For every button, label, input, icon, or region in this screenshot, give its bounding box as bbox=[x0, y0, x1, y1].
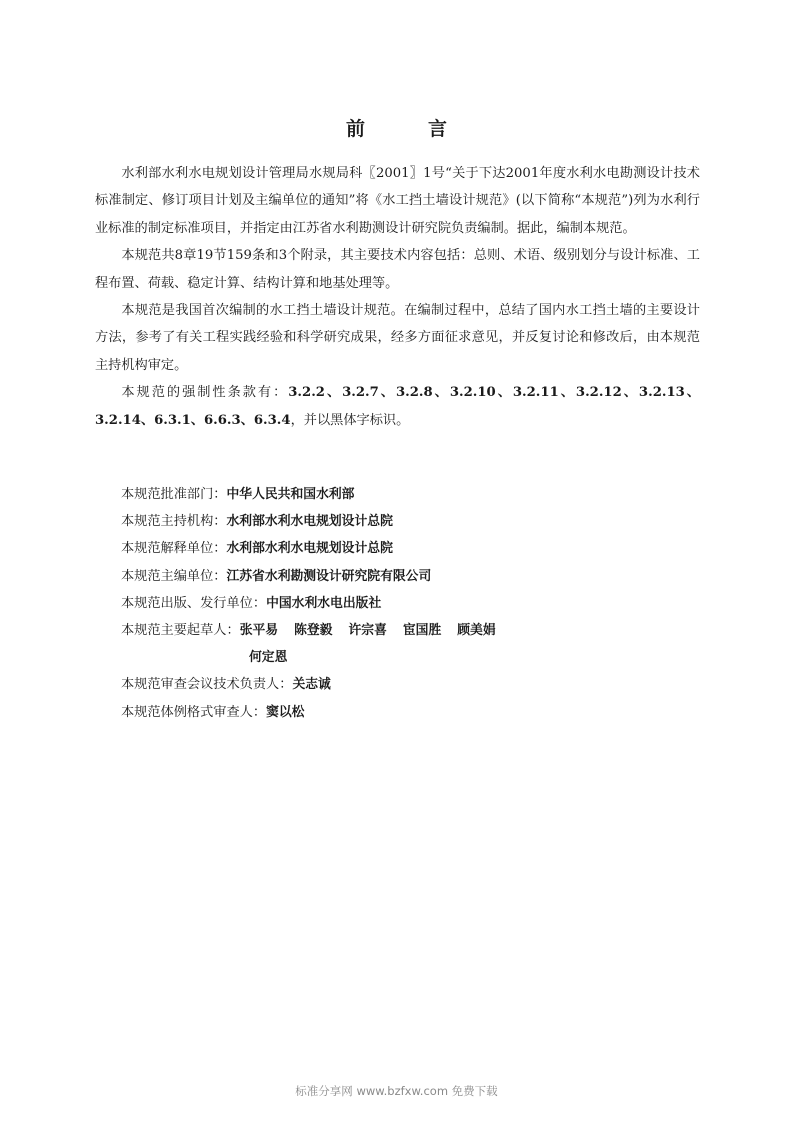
host-value: 水利部水利水电规划设计总院 bbox=[226, 514, 393, 530]
mandatory-clauses-list: 3.2.2、3.2.7、3.2.8、3.2.10、3.2.11、3.2.12、3.2.13、3.2.14、6.3.1、6.6.3、6.3.4 bbox=[95, 385, 700, 428]
info-row-interpret bbox=[121, 535, 701, 562]
info-row-approve bbox=[121, 481, 701, 508]
info-row-drafters-continued bbox=[121, 644, 701, 671]
review-tech-label: 本规范审查会议技术负责人： bbox=[121, 677, 293, 693]
drafter-name: 陈登毅 bbox=[294, 623, 333, 639]
paragraph-1: 水利部水利水电规划设计管理局水规局科〖2001〗1号“关于下达2001年度水利水电勘测设计技术标准制定、修订项目计划及主编单位的通知”将《水工挡土墙设计规范》(以下简称“本规范”)列为水利行业标准的制定标准项目，并指定由江苏省水利勘测设计研究院负责编制。据此，编制本规范。 bbox=[95, 166, 700, 236]
drafter-name: 张平易 bbox=[239, 623, 279, 639]
drafter-name: 顾美娟 bbox=[457, 623, 496, 639]
publisher-label: 本规范出版、发行单位： bbox=[121, 595, 267, 611]
interpret-label: 本规范解释单位： bbox=[121, 541, 227, 557]
drafter-name: 许宗喜 bbox=[348, 623, 387, 639]
publisher-value: 中国水利水电出版社 bbox=[266, 595, 382, 611]
approve-label: 本规范批准部门： bbox=[121, 487, 227, 502]
paragraph-3: 本规范是我国首次编制的水工挡土墙设计规范。在编制过程中，总结了国内水工挡土墙的主要设计方法，参考了有关工程实践经验和科学研究成果，经多方面征求意见，并反复讨论和修改后，由本规范主持机构审定。 bbox=[95, 303, 700, 373]
page-title: 前 言 bbox=[345, 118, 469, 140]
editor-value: 江苏省水利勘测设计研究院有限公司 bbox=[226, 568, 432, 584]
footer-watermark: 标准分享网 www.bzfxw.com 免费下载 bbox=[295, 1084, 498, 1098]
info-row-publisher bbox=[121, 590, 701, 617]
format-review-label: 本规范体例格式审查人： bbox=[121, 704, 267, 720]
drafter-name: 何定恩 bbox=[249, 650, 288, 666]
editor-label: 本规范主编单位： bbox=[121, 568, 227, 584]
preface-body bbox=[95, 160, 700, 434]
format-review-value: 窦以松 bbox=[266, 704, 305, 720]
drafter-name: 宦国胜 bbox=[402, 623, 442, 639]
info-row-review-tech bbox=[121, 671, 701, 698]
standard-info-list bbox=[121, 481, 701, 726]
mandatory-clauses-intro: 本规范的强制性条款有： bbox=[121, 385, 289, 401]
approve-value: 中华人民共和国水利部 bbox=[226, 487, 355, 502]
info-row-drafters bbox=[121, 617, 701, 644]
info-row-format-review bbox=[121, 699, 701, 726]
mandatory-clauses-note: ，并以黑体字标识。 bbox=[290, 412, 410, 428]
info-row-host bbox=[121, 508, 701, 535]
paragraph-2: 本规范共8章19节159条和3个附录，其主要技术内容包括：总则、术语、级别划分与设计标准、工程布置、荷载、稳定计算、结构计算和地基处理等。 bbox=[95, 248, 700, 291]
paragraph-4 bbox=[95, 379, 700, 434]
host-label: 本规范主持机构： bbox=[121, 514, 227, 530]
info-row-editor bbox=[121, 563, 701, 590]
review-tech-value: 关志诚 bbox=[292, 677, 331, 693]
drafters-label: 本规范主要起草人： bbox=[121, 623, 240, 639]
interpret-value: 水利部水利水电规划设计总院 bbox=[226, 541, 393, 557]
